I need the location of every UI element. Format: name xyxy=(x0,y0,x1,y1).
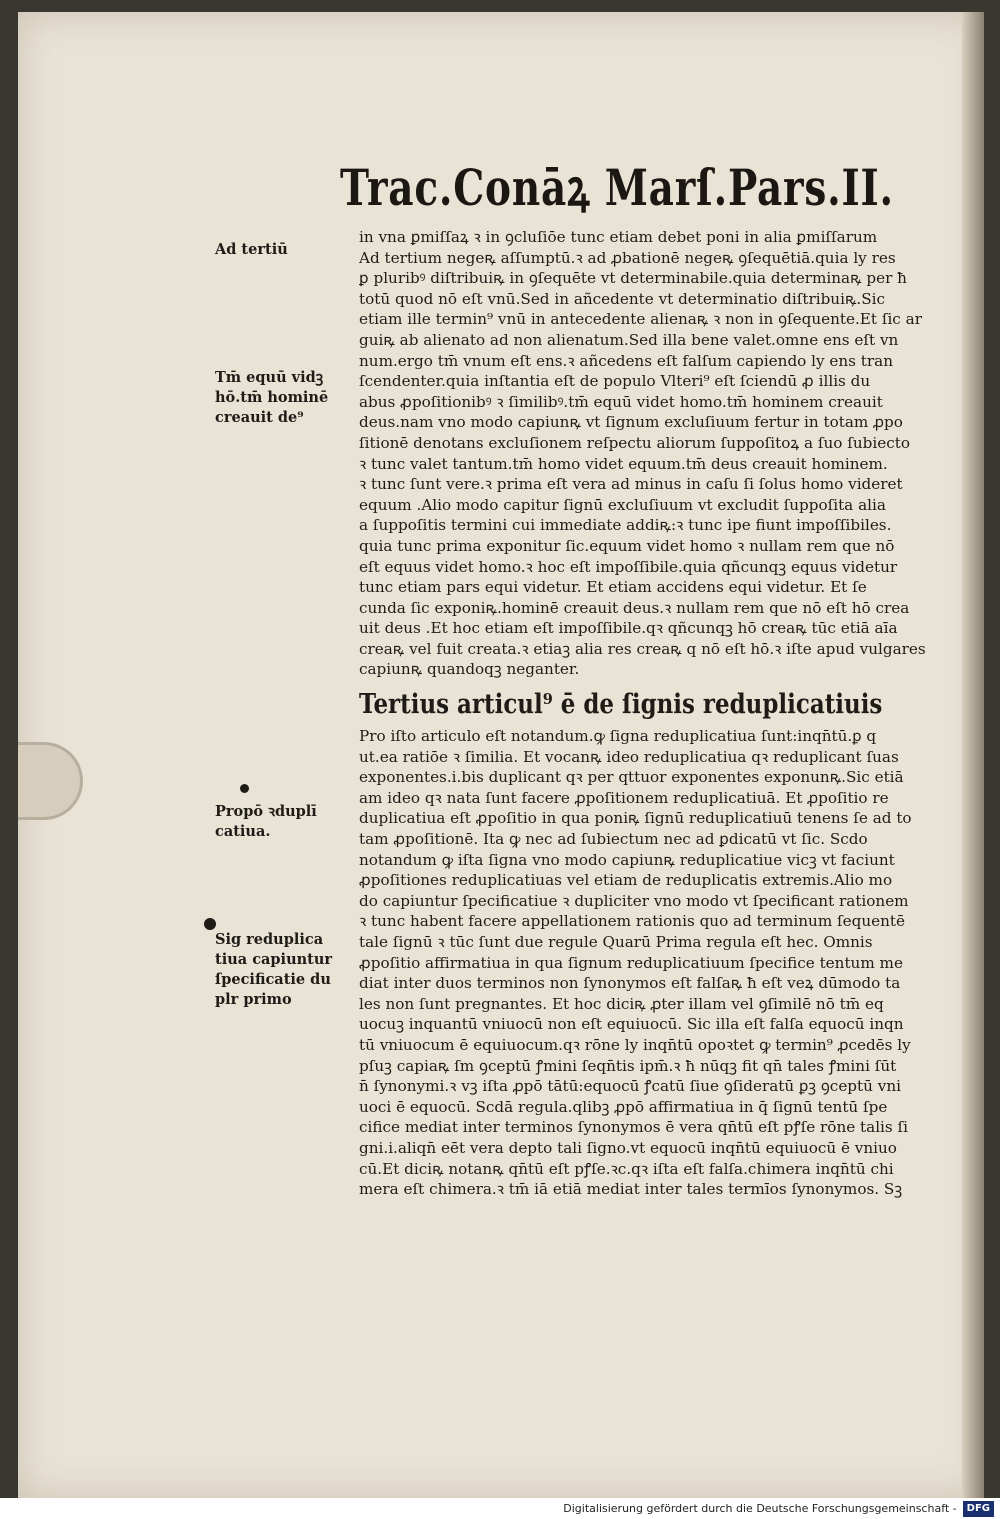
text-line: am ideo qꝛ nata ſunt facere ꝓpoſitionem reduplicatiuā. Et ꝓpoſitio re xyxy=(359,788,889,807)
text-line: Pro iſto articulo eſt notandum.ꝙ ſigna reduplicatiua ſunt:inqn̄tū.ꝑ q xyxy=(359,727,877,746)
text-line: cū.Et diciꝶ notanꝶ qn̄tū eſt pꝭſe.ꝛc.qꝛ iſta eſt falſa.chimera inqn̄tū chi xyxy=(359,1159,894,1178)
margin-note-tm-equum xyxy=(215,368,355,428)
text-line: exponentes.i.bis duplicant qꝛ per qttuor exponentes exponunꝶ.Sic etiā xyxy=(359,768,904,787)
page-clip xyxy=(18,742,83,820)
text-line: duplicatiua eſt ꝓpoſitio in qua poniꝶ ſignū reduplicatiuū tenens ſe ad to xyxy=(359,809,912,828)
margin-line: catiua. xyxy=(215,823,271,840)
margin-line: hō.tm̄ hominē xyxy=(215,389,329,406)
text-line: etiam ille termin⁹ vnū in antecedente alienaꝶ ꝛ non in ꝯſequente.Et ſic ar xyxy=(359,310,922,329)
text-line: les non ſunt pregnantes. Et hoc diciꝶ ꝓter illam vel ꝯſimilē nō tm̄ eq xyxy=(359,994,884,1013)
text-line: creaꝶ vel fuit creata.ꝛ etiaꝫ alia res creaꝶ q nō eſt hō.ꝛ iſte apud vulgares xyxy=(359,639,926,658)
text-line: uocuꝫ inquantū vniuocū non eſt equiuocū. Sic illa eſt falſa equocū inqn xyxy=(359,1015,904,1034)
margin-bullet xyxy=(204,918,216,930)
text-line: ut.ea ratiōe ꝛ ſimilia. Et vocanꝶ ideo reduplicatiua qꝛ reduplicant ſuas xyxy=(359,747,899,766)
text-line: quia tunc prima exponitur ſic.equum videt homo ꝛ nullam rem que nō xyxy=(359,536,895,555)
margin-line: ſpecificatie du xyxy=(215,971,331,988)
text-line: cunda ſic exponiꝶ.hominē creauit deus.ꝛ nullam rem que nō eſt hō crea xyxy=(359,598,910,617)
dfg-logo: DFG xyxy=(963,1501,994,1517)
text-line: uit deus .Et hoc etiam eſt impoſſibile.qꝛ qñcunqꝫ hō creaꝶ tūc etiā aīa xyxy=(359,619,898,638)
margin-line: Sig reduplica xyxy=(215,931,324,948)
text-line: deus.nam vno modo capiunꝶ vt ſignum excluſiuum fertur in totam ꝓpo xyxy=(359,413,903,432)
margin-line: creauit de⁹ xyxy=(215,409,304,426)
margin-line: tiua capiuntur xyxy=(215,951,333,968)
text-line: guiꝶ ab alienato ad non alienatum.Sed illa bene valet.omne ens eſt vn xyxy=(359,330,899,349)
text-line: tam ꝓpoſitionē. Ita ꝙ nec ad ſubiectum nec ad ꝑdicatū vt ſic. Scdo xyxy=(359,830,868,849)
text-line: ꝛ tunc valet tantum.tm̄ homo videt equum.tm̄ deus creauit hominem. xyxy=(359,454,888,473)
footer-text: Digitalisierung gefördert durch die Deutsche Forschungsgemeinschaft - xyxy=(563,1502,957,1515)
text-line: cifice mediat inter terminos ſynonymos ē vera qn̄tū eſt pꝭſe rōne talis ſi xyxy=(359,1118,909,1137)
text-line: equum .Alio modo capitur ſignū excluſiuum vt excludit ſuppoſita alia xyxy=(359,495,886,514)
running-head: Trac.Conāꝝ Marſ.Pars.II. xyxy=(340,158,894,217)
text-line: tunc etiam pars equi videtur. Et etiam accidens equi videtur. Et ſe xyxy=(359,578,867,597)
text-line: in vna ꝑmiſſaꝝ ꝛ in ꝯcluſiōe tunc etiam debet poni in alia ꝑmiſſarum xyxy=(359,228,878,246)
text-line: a ſuppoſitis termini cui immediate addiꝶ:ꝛ tunc ipe fiunt impoſſibiles. xyxy=(359,516,892,535)
text-line: gni.i.aliqn̄ eēt vera depto tali ſigno.vt equocū inqn̄tū equiuocū ē vniuo xyxy=(359,1138,897,1157)
main-text-column xyxy=(359,227,959,1200)
text-line: ꝓpoſitio affirmatiua in qua ſignum reduplicatiuum ſpecifice tentum me xyxy=(359,953,903,972)
text-line: n̄ ſynonymi.ꝛ vꝫ iſta ꝓpō tātū:equocū ꝭcatū ſiue ꝯſideratū ꝑꝫ ꝯceptū vni xyxy=(359,1077,901,1096)
margin-line: Propō ꝛduplī xyxy=(215,803,317,820)
text-line: abus ꝓpoſitionibꝰ ꝛ ſimilibꝰ.tm̄ equū videt homo.tm̄ hominem creauit xyxy=(359,392,883,411)
book-page xyxy=(18,12,984,1498)
text-line: ꝓpoſitiones reduplicatiuas vel etiam de reduplicatis extremis.Alio mo xyxy=(359,871,893,890)
text-line: Ad tertium negeꝶ aſſumptū.ꝛ ad ꝓbationē negeꝶ ꝯſequētiā.quia ly res xyxy=(359,248,896,267)
text-line: ꝛ tunc ſunt vere.ꝛ prima eſt vera ad minus in caſu ſi ſolus homo videret xyxy=(359,475,903,494)
text-line: uoci ē equocū. Scdā regula.qlibꝫ ꝓpō affirmatiua in q̄ ſignū tentū ſpe xyxy=(359,1097,888,1116)
text-line: notandum ꝙ iſta ſigna vno modo capiunꝶ reduplicatiue vicꝫ vt faciunt xyxy=(359,850,895,869)
text-block-part1 xyxy=(359,227,959,680)
page-gutter xyxy=(962,12,984,1498)
text-line: eſt equus videt homo.ꝛ hoc eſt impoſſibile.quia qñcunqꝫ equus videtur xyxy=(359,557,898,576)
margin-note-sig xyxy=(215,930,355,1010)
text-line: ꝛ tunc habent facere appellationem rationis quo ad terminum ſequentē xyxy=(359,912,906,931)
text-block-part2 xyxy=(359,726,959,1200)
text-line: pſuꝫ capiaꝶ ſm ꝯceptū ꝭmini ſeqn̄tis ipm̄.ꝛ ħ nūqꝫ fit qn̄ tales ꝭmini ſūt xyxy=(359,1056,897,1075)
margin-note-ad-tertium: Ad tertiū xyxy=(215,241,288,258)
text-line: tale ſignū ꝛ tūc ſunt due regule Quarū Prima regula eſt hec. Omnis xyxy=(359,933,873,951)
text-line: ꝑ pluribꝰ diſtribuiꝶ in ꝯſequēte vt determinabile.quia determinaꝶ per ħ xyxy=(359,269,907,288)
margin-line: Tm̄ equū vidꝫ xyxy=(215,369,324,386)
margin-note-propo xyxy=(215,802,355,842)
text-line: mera eſt chimera.ꝛ tm̄ iā etiā mediat inter tales termīos ſynonymos. Sꝫ xyxy=(359,1180,903,1199)
text-line: diat inter duos terminos non ſynonymos eſt falſaꝶ ħ eſt veꝝ dūmodo ta xyxy=(359,974,901,993)
text-line: ſcendenter.quia inſtantia eſt de populo Vlteri⁹ eſt ſciendū ꝓ illis du xyxy=(359,372,871,391)
margin-line: plr primo xyxy=(215,991,292,1008)
section-heading: Tertius articul⁹ ē de ſignis reduplicatiuis xyxy=(359,689,883,721)
text-line: do capiuntur ſpecificatiue ꝛ dupliciter vno modo vt ſpecificant rationem xyxy=(359,891,909,910)
text-line: tū vniuocum ē equiuocum.qꝛ rōne ly inqn̄tū opoꝛtet ꝙ termin⁹ ꝓcedēs ly xyxy=(359,1035,911,1054)
margin-bullet xyxy=(240,784,249,793)
text-line: ſitionē denotans excluſionem reſpectu aliorum ſuppoſitoꝝ a ſuo ſubiecto xyxy=(359,433,910,452)
text-line: capiunꝶ quandoqꝫ neganter. xyxy=(359,660,580,679)
text-line: totū quod nō eſt vnū.Sed in añcedente vt determinatio diſtribuiꝶ.Sic xyxy=(359,289,885,308)
text-line: num.ergo tm̄ vnum eſt ens.ꝛ añcedens eſt falſum capiendo ly ens tran xyxy=(359,351,894,370)
footer-bar xyxy=(0,1498,1000,1519)
